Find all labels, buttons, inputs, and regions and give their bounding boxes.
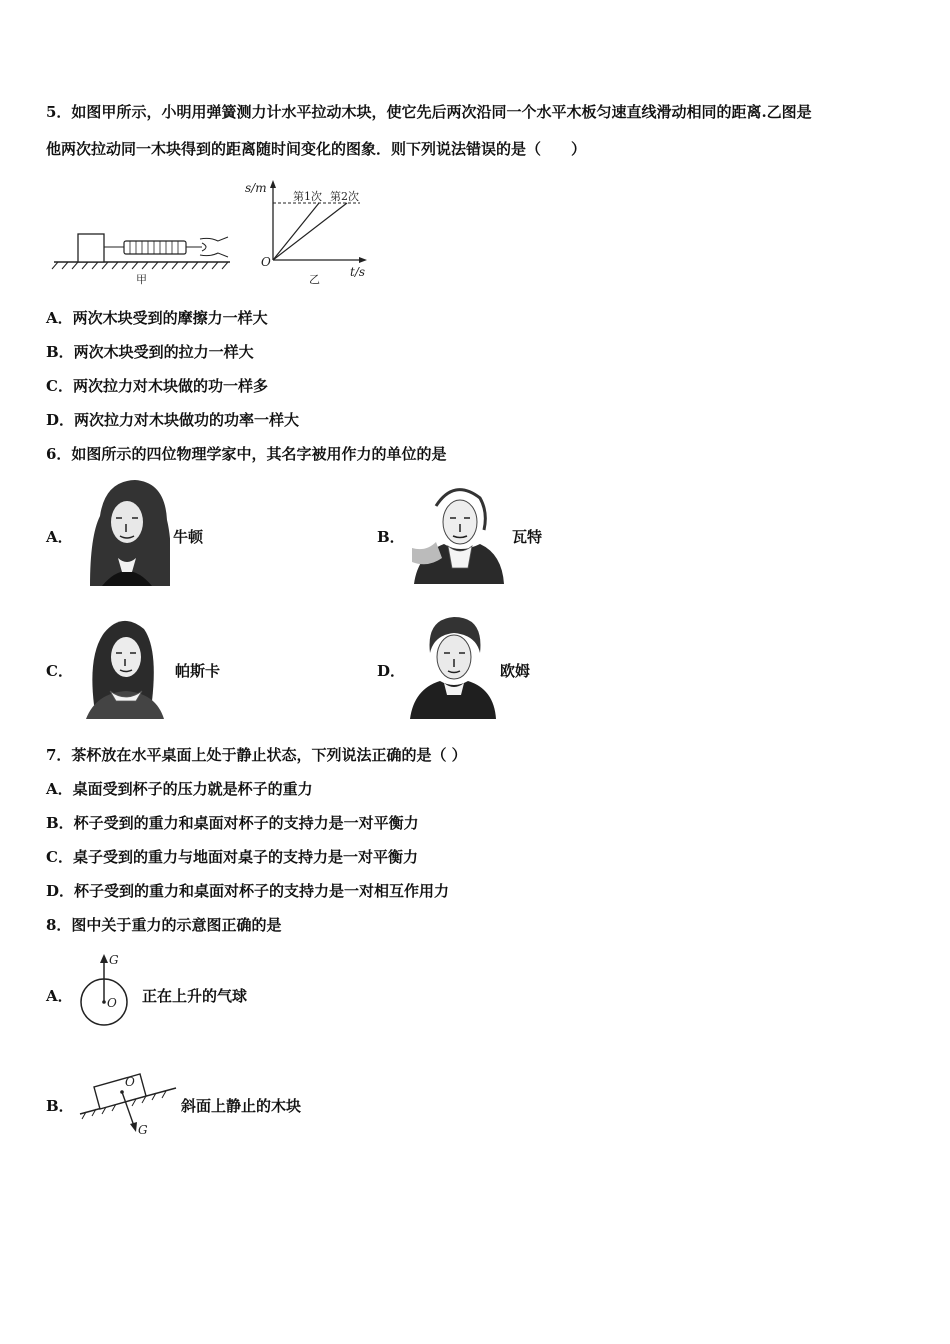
q7-option-d: D．杯子受到的重力和桌面对杯子的支持力是一对相互作用力 bbox=[46, 882, 450, 900]
q6-option-d-name: 欧姆 bbox=[500, 662, 531, 680]
q5-option-a: A．两次木块受到的摩擦力一样大 bbox=[46, 309, 268, 327]
q6-option-a-name: 牛顿 bbox=[173, 528, 204, 546]
q6-option-c-name: 帕斯卡 bbox=[175, 662, 221, 680]
balloon-gravity-diagram bbox=[76, 950, 136, 1030]
watt-portrait-image bbox=[406, 478, 506, 586]
q8-option-b-letter: B． bbox=[46, 1097, 74, 1115]
q8-option-a-desc: 正在上升的气球 bbox=[142, 987, 248, 1005]
balloon-g-label: G bbox=[109, 953, 119, 967]
series-1-label: 第1次 bbox=[293, 190, 322, 203]
series-2-line bbox=[273, 203, 347, 260]
q5-stem-line1: 5．如图甲所示，小明用弹簧测力计水平拉动木块，使它先后两次沿同一个水平木板匀速直线滑动相同的距离.乙图是 bbox=[46, 103, 812, 121]
y-axis-label: s/m bbox=[245, 181, 267, 195]
q5-option-c: C．两次拉力对木块做的功一样多 bbox=[46, 377, 268, 395]
q5-option-b: B．两次木块受到的拉力一样大 bbox=[46, 343, 254, 361]
newton-portrait-image bbox=[80, 480, 170, 586]
series-1-line bbox=[273, 203, 319, 260]
q7-option-b: B．杯子受到的重力和桌面对杯子的支持力是一对平衡力 bbox=[46, 814, 419, 832]
q6-option-b-letter: B． bbox=[377, 528, 405, 546]
block-g-label: G bbox=[138, 1123, 148, 1137]
q5-stem-line2: 他两次拉动同一木块得到的距离随时间变化的图象．则下列说法错误的是（ ） bbox=[46, 140, 587, 158]
q6-option-d-letter: D． bbox=[377, 662, 406, 680]
origin-label: O bbox=[261, 255, 271, 269]
q7-option-a: A．桌面受到杯子的压力就是杯子的重力 bbox=[46, 780, 313, 798]
q6-stem: 6．如图所示的四位物理学家中，其名字被用作力的单位的是 bbox=[46, 445, 447, 463]
ohm-portrait-image bbox=[408, 613, 498, 719]
fig-jia-label: 甲 bbox=[136, 273, 147, 286]
q8-option-b-desc: 斜面上静止的木块 bbox=[181, 1097, 302, 1115]
spring-scale-figure bbox=[50, 225, 240, 287]
fig-yi-label: 乙 bbox=[309, 273, 320, 286]
q7-stem: 7．茶杯放在水平桌面上处于静止状态，下列说法正确的是（ ） bbox=[46, 746, 467, 764]
pascal-portrait-image bbox=[80, 613, 166, 719]
distance-time-graph bbox=[245, 178, 375, 286]
balloon-o-label: O bbox=[107, 996, 117, 1010]
q8-option-a-letter: A． bbox=[46, 987, 73, 1005]
block-o-label: O bbox=[125, 1075, 135, 1089]
q6-option-a-letter: A． bbox=[46, 528, 73, 546]
q5-option-d: D．两次拉力对木块做功的功率一样大 bbox=[46, 411, 300, 429]
series-2-label: 第2次 bbox=[330, 190, 359, 203]
q7-option-c: C．桌子受到的重力与地面对桌子的支持力是一对平衡力 bbox=[46, 848, 418, 866]
incline-block-gravity-diagram bbox=[76, 1062, 180, 1138]
q8-stem: 8．图中关于重力的示意图正确的是 bbox=[46, 916, 282, 934]
q6-option-b-name: 瓦特 bbox=[512, 528, 543, 546]
q6-option-c-letter: C． bbox=[46, 662, 73, 680]
x-axis-label: t/s bbox=[350, 265, 366, 279]
